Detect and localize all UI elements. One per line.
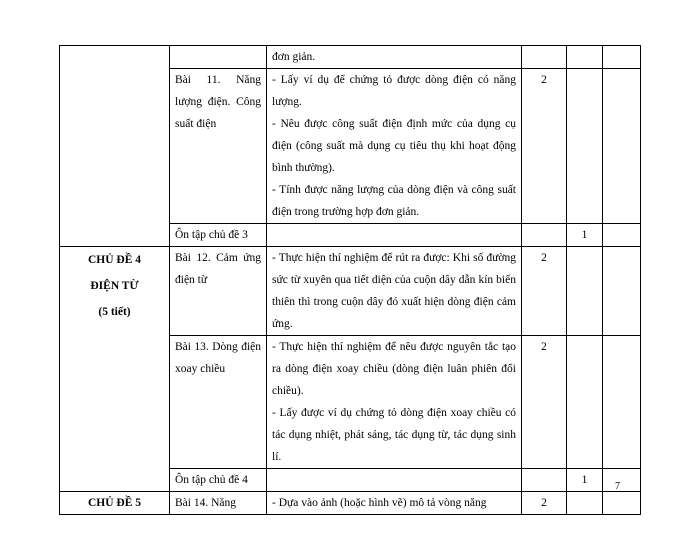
page-number: 7 — [615, 481, 620, 492]
topic-duration: (5 tiết) — [98, 306, 131, 318]
requirement-item: - Thực hiện thí nghiệm để nêu được nguyên tắc tạo ra dòng điện xoay chiều (dòng điện luân phiên đổi chiều). — [272, 341, 516, 397]
extra-cell — [603, 247, 641, 336]
theory-periods-cell — [522, 469, 567, 492]
requirement-item: - Lấy ví dụ để chứng tỏ được dòng điện có năng lượng. — [272, 74, 516, 108]
topic-name: ĐIỆN TỪ — [90, 280, 139, 292]
curriculum-table — [59, 45, 641, 515]
lesson-cell: Bài 13. Dòng điện xoay chiều — [170, 336, 267, 469]
requirement-cell — [267, 469, 522, 492]
requirement-item: - Lấy được ví dụ chứng tỏ dòng điện xoay chiều có tác dụng nhiệt, phát sáng, tác dụng từ, tác dụng sinh lí. — [272, 407, 516, 463]
requirement-cell: đơn giản. — [267, 46, 522, 69]
requirement-cell — [267, 224, 522, 247]
requirement-item: - Tính được năng lượng của dòng điện và công suất điện trong trường hợp đơn giản. — [272, 184, 516, 218]
theory-periods-cell — [522, 224, 567, 247]
lesson-cell: Bài 12. Cảm ứng điện từ — [170, 247, 267, 336]
extra-cell — [603, 224, 641, 247]
theory-periods-cell: 2 — [522, 492, 567, 515]
practice-periods-cell — [567, 247, 603, 336]
theory-periods-cell — [522, 46, 567, 69]
topic5-cell: CHỦ ĐỀ 5 — [60, 492, 170, 515]
table-row — [60, 492, 641, 515]
lesson-cell: Ôn tập chủ đề 3 — [170, 224, 267, 247]
requirement-item: - Nêu được công suất điện định mức của dụng cụ điện (công suất mà dụng cụ tiêu thụ khi hoạt động bình thường). — [272, 118, 516, 174]
topic4-cell — [60, 247, 170, 492]
practice-periods-cell — [567, 336, 603, 469]
theory-periods-cell: 2 — [522, 336, 567, 469]
extra-cell — [603, 492, 641, 515]
table-row — [60, 247, 641, 336]
theory-periods-cell: 2 — [522, 247, 567, 336]
requirement-cell — [267, 69, 522, 224]
extra-cell — [603, 46, 641, 69]
lesson-cell — [170, 46, 267, 69]
requirement-cell: - Dựa vào ảnh (hoặc hình vẽ) mô tả vòng năng — [267, 492, 522, 515]
requirement-cell: - Thực hiện thí nghiệm để rút ra được: Khi số đường sức từ xuyên qua tiết diện của cuộn dây dẫn kín biến thiên thì trong cuộn dây đó xuất hiện dòng điện cảm ứng. — [267, 247, 522, 336]
practice-periods-cell — [567, 46, 603, 69]
topic3-cell — [60, 46, 170, 247]
theory-periods-cell: 2 — [522, 69, 567, 224]
requirement-cell — [267, 336, 522, 469]
review-periods-cell: 1 — [567, 469, 603, 492]
practice-periods-cell — [567, 492, 603, 515]
table-row — [60, 46, 641, 69]
lesson-cell: Ôn tập chủ đề 4 — [170, 469, 267, 492]
extra-cell — [603, 69, 641, 224]
topic-title: CHỦ ĐỀ 4 — [87, 254, 142, 266]
lesson-cell: Bài 14. Năng — [170, 492, 267, 515]
extra-cell — [603, 469, 641, 492]
practice-periods-cell — [567, 69, 603, 224]
review-periods-cell: 1 — [567, 224, 603, 247]
extra-cell — [603, 336, 641, 469]
lesson-cell: Bài 11. Năng lượng điện. Công suất điện — [170, 69, 267, 224]
